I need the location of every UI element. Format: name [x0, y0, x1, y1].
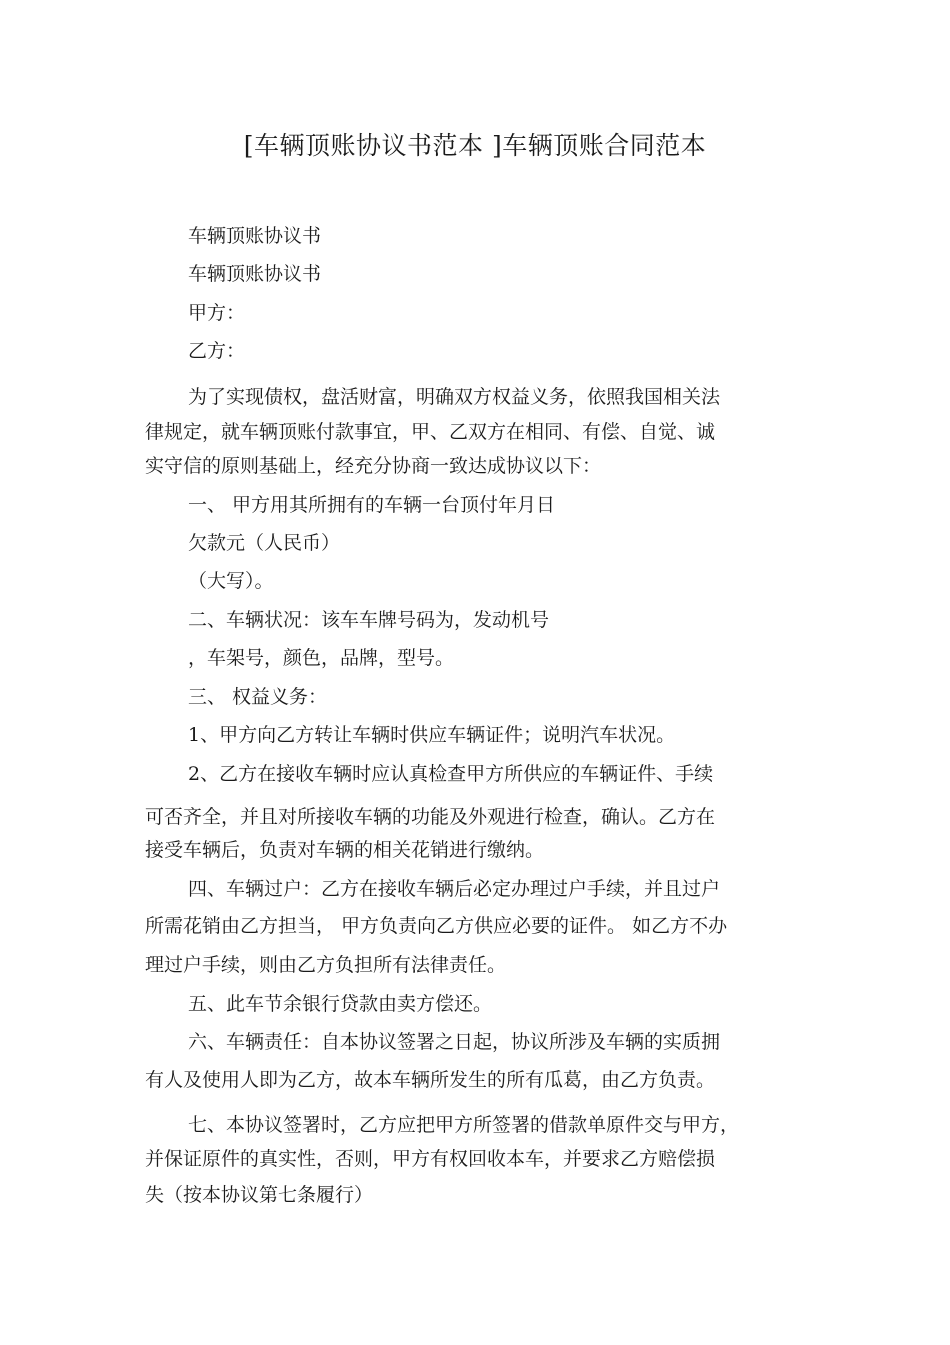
- clause-line: ，车架号，颜色，品牌，型号。: [188, 647, 455, 669]
- subtitle-line: 车辆顶账协议书: [188, 225, 322, 247]
- clause-line: （大写）。: [188, 570, 274, 592]
- paragraph-line: 律规定，就车辆顶账付款事宜，甲、乙双方在相同、有偿、自觉、诚: [145, 421, 716, 443]
- clause-line: 二、车辆状况：该车车牌号码为，发动机号: [188, 609, 550, 631]
- clause-line: 五、此车节余银行贷款由卖方偿还。: [188, 993, 493, 1015]
- clause-line: 有人及使用人即为乙方，故本车辆所发生的所有瓜葛，由乙方负责。: [145, 1069, 716, 1091]
- paragraph-line: 为了实现债权，盘活财富，明确双方权益义务，依照我国相关法: [188, 386, 721, 408]
- party-b-label: 乙方：: [188, 340, 246, 362]
- subtitle-line: 车辆顶账协议书: [188, 263, 322, 285]
- clause-line: 欠款元（人民币）: [188, 532, 341, 554]
- clause-line: 三、 权益义务：: [188, 686, 328, 708]
- clause-line: 失（按本协议第七条履行）: [145, 1184, 374, 1206]
- clause-line: 四、车辆过户：乙方在接收车辆后必定办理过户手续，并且过户: [188, 878, 721, 900]
- clause-line: 六、车辆责任：自本协议签署之日起，协议所涉及车辆的实质拥: [188, 1031, 721, 1053]
- clause-line: 七、本协议签署时，乙方应把甲方所签署的借款单原件交与甲方，: [188, 1114, 740, 1136]
- clause-line: 理过户手续，则由乙方负担所有法律责任。: [145, 954, 507, 976]
- clause-line: 所需花销由乙方担当， 甲方负责向乙方供应必要的证件。 如乙方不办: [145, 915, 728, 937]
- clause-line: 接受车辆后，负责对车辆的相关花销进行缴纳。: [145, 839, 545, 861]
- clause-line: 一、 甲方用其所拥有的车辆一台顶付年月日: [188, 494, 556, 516]
- clause-line: 并保证原件的真实性，否则，甲方有权回收本车，并要求乙方赔偿损: [145, 1148, 716, 1170]
- clause-line: 可否齐全，并且对所接收车辆的功能及外观进行检查，确认。乙方在: [145, 806, 716, 828]
- document-title: [车辆顶账协议书范本 ]车辆顶账合同范本: [243, 131, 707, 160]
- clause-line: 2、乙方在接收车辆时应认真检查甲方所供应的车辆证件、手续: [188, 763, 714, 785]
- party-a-label: 甲方：: [188, 302, 246, 324]
- paragraph-line: 实守信的原则基础上，经充分协商一致达成协议以下：: [145, 455, 602, 477]
- clause-line: 1、甲方向乙方转让车辆时供应车辆证件；说明汽车状况。: [188, 724, 676, 746]
